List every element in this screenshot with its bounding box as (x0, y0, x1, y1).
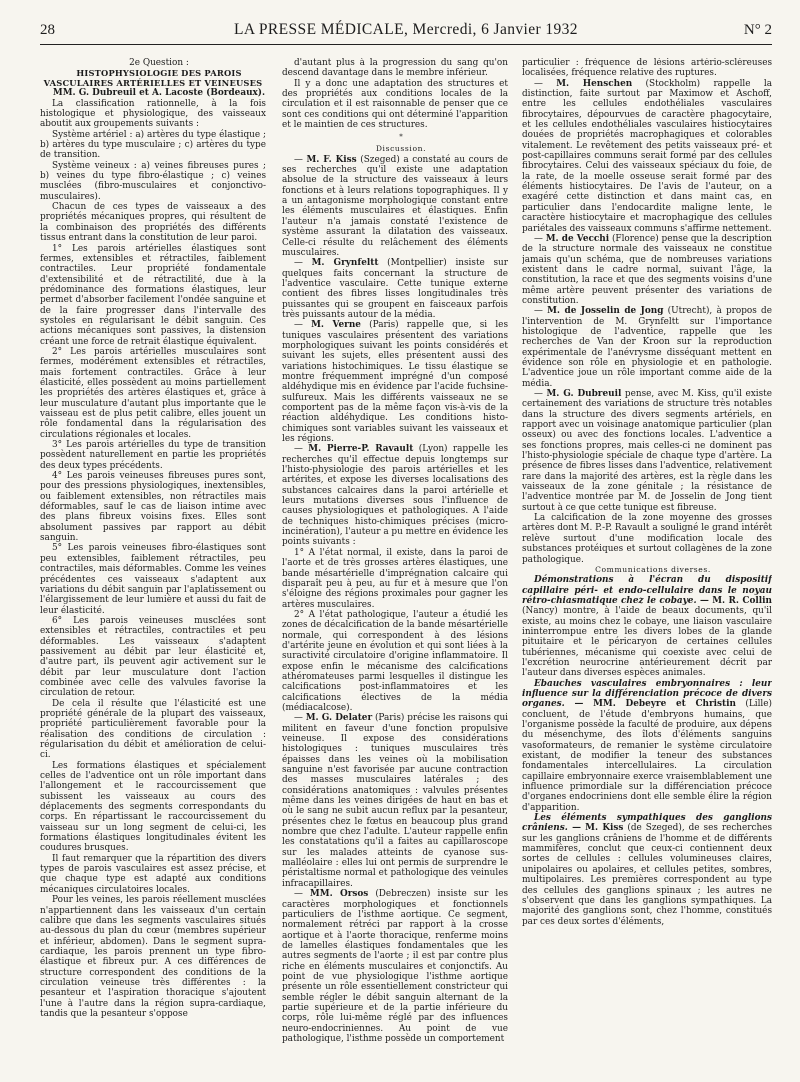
discussion-list (282, 155, 508, 1045)
page-number: 28 (40, 22, 55, 38)
paragraph: 4° Les parois veineuses fibreuses pures sont, pour des pressions physiologiques, inextensibles, ou faiblement extensibles, non rétractiles mais déformables, sauf le cas de liaison intime avec des plans fibreux voisins fixes. Elles sont absolument passives par rapport au débit sanguin. (40, 471, 266, 544)
paragraph: 3° Les parois artérielles du type de transition possèdent naturellement en partie les propriétés des deux types précédents. (40, 440, 266, 471)
communications-list (522, 575, 772, 927)
paragraph: Les formations élastiques et spécialement celles de l'adventice ont un rôle important dans l'allongement et le raccourcissement que subissent les vaisseaux au cours des déplacements des segments correspondants du corps. En répartissant le raccourcissement du vaisseau sur un long segment de celui-ci, les formations élastiques longitudinales évitent les coudures brusques. (40, 760, 266, 854)
paragraph: Chacun de ces types de vaisseaux a des propriétés mécaniques propres, qui résultent de la combinaison des propriétés des différents tissus entrant dans la constitution de leur paroi. (40, 202, 266, 244)
speaker-name: M. F. Kiss (306, 154, 357, 165)
paragraph: Système veineux : a) veines fibreuses pures ; b) veines du type fibro-élastique ; c) veines musclées (fibro-musculaires et conjonctivo-musculaires). (40, 160, 266, 202)
speaker-name: M. G. Dubreuil (546, 389, 622, 399)
communication-text: (Lille) concluent, de l'étude d'embryons humains, que l'organisme possède la faculté de produire, aux dépens du mésenchyme, des îlots d'éléments sanguins vasoformateurs, de remanier le système circulatoire existant, de modifier la teneur des substances fondamentales intercellulaires. La circulation capillaire embryonnaire exerce vraisemblablement une influence primordiale sur la différenciation précoce d'organes endocriniens dont elle semble élire la région d'apparition. (522, 699, 772, 813)
communication-author: — MM. Debeyre et Christin (564, 699, 736, 710)
issue-number: N° 2 (743, 22, 772, 38)
speaker-name: M. Henschen (556, 78, 633, 89)
discussion-item: — M. F. Kiss (Szeged) a constaté au cours de ses recherches qu'il existe une adaptation absolue de la structure des vaisseaux à leurs fonctions et à leurs relations topographiques. Il y a un antagonisme morphologique constant entre les éléments musculaires et élastiques. Enfin l'auteur n'a jamais constaté l'existence de système assurant la dilatation des vaisseaux. Celle-ci résulte du relâchement des éléments musculaires. (282, 154, 508, 258)
column-right (522, 58, 772, 1072)
paragraph: La classification rationnelle, à la fois histologique et physiologique, des vaisseaux aboutit aux groupements suivants : (40, 98, 266, 130)
communication-author: — M. R. Collin (696, 595, 772, 606)
discussion-item: — M. G. Delater (Paris) précise les raisons qui militent en faveur d'une fonction propulsive veineuse. Il expose des considérations histologiques : tuniques musculaires très épaisses dans les veines où la mobilisation sanguine n'est favorisée par aucune contraction des masses musculaires latérales ; des considérations anatomiques : valvules présentes même dans les veines dirigées de haut en bas et où le sang ne subit aucun reflux par la pesanteur, présentes chez le fœtus en beaucoup plus grand nombre que chez l'adulte. L'auteur rappelle enfin les constatations qu'il a faites au capillaroscope sur les malades atteints de cyanose sus-malléolaire : elles lui ont permis de surprendre le péristaltisme normal et pathologique des veinules infracapillaires. (282, 713, 508, 889)
communication-text: (de Szeged), de ses recherches sur les ganglions crâniens de l'homme et de différents mammifères, conclut que ceux-ci contiennent deux sortes de cellules : cellules volumineuses claires, unipolaires ou apolaires, et cellules petites, sombres, multipolaires. Les premières correspondent au type des cellules des ganglions spinaux ; les autres ne s'observent que dans les ganglions sympathiques. La majorité des ganglions sont, chez l'homme, constitués par ces deux sortes d'éléments, (522, 823, 772, 927)
paragraph: 2° Les parois artérielles musculaires sont fermes, modérément extensibles et rétractiles, mais fortement contractiles. Grâce à leur élasticité, elles possèdent au moins partiellement les propriétés des artères élastiques et, grâce à leur musculature d'autant plus importante que le vaisseau est de plus petit calibre, elles jouent un rôle fondamental dans la régularisation des circulations régionales et locales. (40, 346, 266, 440)
paragraph: d'autant plus à la progression du sang qu'on descend davantage dans le membre inférieur. (282, 58, 508, 79)
article-body (40, 99, 266, 1020)
paragraph: 6° Les parois veineuses musclées sont extensibles et rétractiles, contractiles et peu déformables. Les vaisseaux s'adaptent passivement au débit par leur élasticité et, d'autre part, ils peuvent agir activement sur le débit par leur musculature dont l'action combinée avec celle des valvules favorise la circulation de retour. (40, 615, 266, 699)
discussion-item (282, 610, 508, 713)
discussion-item (282, 548, 508, 610)
speaker-text: (Paris) rappelle que, si les tuniques vasculaires présentent des variations morphologiques suivant les points considérés et suivant les sujets, elles présentent aussi des variations histochimiques. Le tissu élastique se montre fréquemment imprégné d'un composé aldéhydique mis en évidence par l'acide fuchsine-sulfureux. Mais les différents vaisseaux ne se comportent pas de la même façon vis-à-vis de la réaction aldéhydique. Les conditions histo-chimiques sont variables suivant les vaisseaux et les régions. (282, 320, 508, 445)
speaker-text: 1° A l'état normal, il existe, dans la paroi de l'aorte et de très grosses artères élastiques, une bande mésartérielle d'imprégnation calcaire qui disparaît peu à peu, au fur et à mesure que l'on s'éloigne des régions proximales pour gagner les artères musculaires. (282, 547, 508, 610)
speaker-text: (Paris) précise les raisons qui militent en faveur d'une fonction propulsive veineuse. Il expose des considérations histologiques : tuniques musculaires très épaisses dans les veines où la mobilisation sanguine n'est favorisée par aucune contraction des masses musculaires latérales ; des considérations anatomiques : valvules présentes même dans les veines dirigées de haut en bas et où le sang ne subit aucun reflux par la pesanteur, présentes chez le fœtus en beaucoup plus grand nombre que chez l'adulte. L'auteur rappelle enfin les constatations qu'il a faites au capillaroscope sur les malades atteints de cyanose sus-malléolaire : elles lui ont permis de surprendre le péristaltisme normal et pathologique des veinules infracapillaires. (282, 713, 508, 889)
speaker-text: pense, avec M. Kiss, qu'il existe certainement des variations de structure très notables dans la structure des divers segments artériels, en rapport avec un voisinage anatomique particulier (plan osseux) ou avec des fonctions locales. L'adventice a ses fonctions propres, mais celles-ci ne dominent pas l'histo-physiologie spéciale de chaque type d'artère. La présence de fibres lisses dans l'adventice, relativement rare dans la majorité des artères, est la règle dans les vaisseaux de la zone génitale ; la résistance de l'adventice montrée par M. de Josselin de Jong tient surtout à ce que cette tunique est fibreuse. (522, 389, 772, 513)
discussion-item: — M. Henschen (Stockholm) rappelle la distinction, faite surtout par Maximow et Aschoff, entre les cellules endothéliales vasculaires fibrocytaires, dépourvues de caractère phagocytaire, et les cellules endothéliales vasculaires histiocytaires douées de propriétés macrophagiques et colorables vitalement. Le revêtement des petits vaisseaux pré- et post-capillaires communs serait formé par des cellules fibrocytaires. Celui des vaisseaux spéciaux du foie, de la rate, de la moelle osseuse serait formé par des éléments histiocytaires. De l'avis de l'auteur, on a exagéré cette distinction et dans maint cas, en particulier dans l'endocardite maligne lente, le caractère histiocytaire et macrophagique des cellules pariétales des vaisseaux communs s'affirme nettement. (522, 78, 772, 234)
speaker-text: (Debreczen) insiste sur les caractères morphologiques et fonctionnels particuliers de l'isthme aortique. Ce segment, normalement rétréci par rapport à la crosse aortique et à l'aorte thoracique, renferme moins de lamelles élastiques fondamentales que les autres segments de l'aorte ; il est par contre plus riche en éléments musculaires et conjonctifs. Au point de vue physiologique l'isthme aortique présente un rôle essentiellement constricteur qui semble régler le débit sanguin alternant de la partie supérieure et de la partie inférieure du corps, rôle lui-même réglé par des influences neuro-endocriniennes. Au point de vue pathologique, l'isthme possède un comportement (282, 889, 508, 1044)
speaker-text: (Szeged) a constaté au cours de ses recherches qu'il existe une adaptation absolue de la structure des vaisseaux à leurs fonctions et à leurs relations topographiques. Il y a un antagonisme morphologique constant entre les éléments musculaires et élastiques. Enfin l'auteur n'a jamais constaté l'existence de système assurant la dilatation des vaisseaux. Celle-ci résulte du relâchement des éléments musculaires. (282, 154, 508, 258)
paragraph: Système artériel : a) artères du type élastique ; b) artères du type musculaire ; c) artères du type de transition. (40, 129, 266, 161)
speaker-text: (Utrecht), à propos de l'intervention de M. Grynfeltt sur l'importance histologique de l'adventice, rappelle que les recherches de Van der Kroon sur la reproduction expérimentale de l'anévrysme disséquant mettent en évidence son rôle en physiologie et en pathologie. L'adventice joue un rôle important comme aide de la média. (522, 306, 772, 389)
communication-item (522, 575, 772, 678)
discussion-item: — M. Grynfeltt (Montpellier) insiste sur quelques faits concernant la structure de l'adventice vasculaire. Cette tunique externe contient des fibres lisses longitudinales très puissantes qui se groupent en faisceaux parfois très puissants autour de la média. (282, 258, 508, 320)
paragraph: De cela il résulte que l'élasticité est une propriété générale de la plupart des vaisseaux, propriété particulièrement favorable pour la réalisation des conditions de circulation : régularisation du débit et amélioration de celui-ci. (40, 698, 266, 761)
section-mark: * (399, 133, 403, 142)
column-middle (282, 58, 508, 1072)
speaker-name: M. G. Delater (305, 713, 373, 724)
paragraph: Il faut remarquer que la répartition des divers types de parois vasculaires est assez précise, et que chaque type est adapté aux conditions mécaniques circulatoires locales. (40, 853, 266, 895)
page-header (40, 20, 772, 45)
speaker-text: La calcification de la zone moyenne des grosses artères dont M. P.-P. Ravault a souligné le grand intérêt relève surtout d'une modification locale des substances protéiques et surtout collagènes de la zone pathologique. (522, 513, 772, 565)
paragraph: Pour les veines, les parois réellement musclées n'appartiennent dans les vaisseaux d'un certain calibre que dans les segments vasculaires situés au-dessous du plan du cœur (membres supérieur et inférieur, abdomen). Dans le segment supra-cardiaque, les parois prennent un type fibro-élastique et fibreux pur. A ces différences de structure correspondent des conditions de la circulation veineuse très différentes : la pesanteur et l'aspiration thoracique s'ajoutent l'une à l'autre dans la région supra-cardiaque, tandis que la pesanteur s'oppose (40, 895, 266, 1019)
paragraph: 1° Les parois artérielles élastiques sont fermes, extensibles et rétractiles, faiblement contractiles. Leur propriété fondamentale d'extensibilité et de rétractilité, due à la prédominance des formations élastiques, leur permet d'absorber facilement l'ondée sanguine et de la faire progresser dans l'intervalle des systoles en régularisant le débit sanguin. Ces actions mécaniques sont passives, la distension créant une force de retrait élastique équivalent. (40, 243, 266, 347)
discussion-list-continued (522, 79, 772, 565)
article-title: HISTOPHYSIOLOGIE DES PAROIS VASCULAIRES ARTÉRIELLES ET VEINEUSES (43, 68, 263, 89)
article-body-continued (282, 58, 508, 130)
discussion-item: — M. Pierre-P. Ravault (Lyon) rappelle les recherches qu'il effectue depuis longtemps sur l'histo-physiologie des parois artérielles et les artérites, et expose les diverses localisations des substances calcaires dans la paroi artérielle et leurs mutations diverses sous l'influence de causes physiologiques et pathologiques. A l'aide de techniques histo-chimiques précises (micro-incinération), l'auteur a pu mettre en évidence les points suivants : (282, 444, 508, 548)
speaker-text: (Stockholm) rappelle la distinction, faite surtout par Maximow et Aschoff, entre les cellules endothéliales vasculaires fibrocytaires, dépourvues de caractère phagocytaire, et les cellules endothéliales vasculaires histiocytaires douées de propriétés macrophagiques et colorables vitalement. Le revêtement des petits vaisseaux pré- et post-capillaires communs serait formé par des cellules fibrocytaires. Celui des vaisseaux spéciaux du foie, de la rate, de la moelle osseuse serait formé par des éléments histiocytaires. De l'avis de l'auteur, on a exagéré cette distinction et dans maint cas, en particulier dans l'endocardite maligne lente, le caractère histiocytaire et macrophagique des cellules pariétales des vaisseaux communs s'affirme nettement. (522, 78, 772, 234)
discussion-item: — M. G. Dubreuil pense, avec M. Kiss, qu'il existe certainement des variations de structure très notables dans la structure des divers segments artériels, en rapport avec un voisinage anatomique particulier (plan osseux) ou avec des fonctions locales. L'adventice a ses fonctions propres, mais celles-ci ne dominent pas l'histo-physiologie spéciale de chaque type d'artère. La présence de fibres lisses dans l'adventice, relativement rare dans la majorité des artères, est la règle dans les vaisseaux de la zone génitale ; la résistance de l'adventice montrée par M. de Josselin de Jong tient surtout à ce que cette tunique est fibreuse. (522, 389, 772, 513)
communication-title: Ebauches vasculaires embryonnaires : leur influence sur la différenciation précoce de divers organes. (522, 678, 772, 710)
speaker-text: (Lyon) rappelle les recherches qu'il effectue depuis longtemps sur l'histo-physiologie des parois artérielles et les artérites, et expose les diverses localisations des substances calcaires dans la paroi artérielle et leurs mutations diverses sous l'influence de causes physiologiques et pathologiques. A l'aide de techniques histo-chimiques précises (micro-incinération), l'auteur a pu mettre en évidence les points suivants : (282, 444, 508, 548)
discussion-item: — M. de Josselin de Jong (Utrecht), à propos de l'intervention de M. Grynfeltt sur l'importance histologique de l'adventice, rappelle que les recherches de Van der Kroon sur la reproduction expérimentale de l'anévrysme disséquant mettent en évidence son rôle en physiologie et en pathologie. L'adventice joue un rôle important comme aide de la média. (522, 306, 772, 389)
communication-title: Démonstrations à l'écran du dispositif capillaire péri- et endo-cellulaire dans le noyau rétro-chiasmatique chez le cobaye. (522, 575, 772, 606)
article-authors: MM. G. Dubreuil et A. Lacoste (Bordeaux). (52, 88, 266, 99)
discussion-item: — M. de Vecchi (Florence) pense que la description de la structure normale des vaisseaux ne constitue jamais qu'un schéma, que de nombreuses variations existent dans le cadre normal, suivant l'âge, la constitution, la race et que des segments voisins d'une même artère peuvent présenter des variations de constitution. (522, 233, 772, 306)
speaker-name: MM. Orsos (309, 889, 369, 900)
discussion-item: — MM. Orsos (Debreczen) insiste sur les caractères morphologiques et fonctionnels particuliers de l'isthme aortique. Ce segment, normalement rétréci par rapport à la crosse aortique et à l'aorte thoracique, renferme moins de lamelles élastiques fondamentales que les autres segments de l'aorte ; il est par contre plus riche en éléments musculaires et conjonctifs. Au point de vue physiologique l'isthme aortique présente un rôle essentiellement constricteur qui semble régler le débit sanguin alternant de la partie supérieure et de la partie inférieure du corps, rôle lui-même réglé par des influences neuro-endocriniennes. Au point de vue pathologique, l'isthme possède un comportement (282, 889, 508, 1044)
column-left (40, 58, 266, 1072)
speaker-name: M. Verne (311, 320, 361, 331)
communication-item (522, 679, 772, 813)
communication-item (522, 813, 772, 927)
discussion-item (522, 513, 772, 565)
paragraph: 5° Les parois veineuses fibro-élastiques sont peu extensibles, faiblement rétractiles, peu contractiles, mais déformables. Comme les veines précédentes ces vaisseaux s'adaptent aux variations du débit sanguin par l'aplatissement ou l'élargissement de leur lumière et aussi du fait de leur élasticité. (40, 543, 266, 616)
speaker-text: 2° A l'état pathologique, l'auteur a étudié les zones de décalcification de la bande mésartérielle normale, qui correspondent à des lésions d'artérite jeune en évolution et qui sont liées à la suractivité circulatoire d'origine inflammatoire. Il expose enfin le mécanisme des calcifications athéromateuses parmi lesquelles il distingue les calcifications post-inflammatoires et les calcifications électives de la média (médiacalcose). (282, 609, 508, 713)
speaker-name: M. Grynfeltt (311, 258, 379, 269)
question-label: 2e Question : (129, 58, 189, 68)
discussion-item: — M. Verne (Paris) rappelle que, si les tuniques vasculaires présentent des variations morphologiques suivant les points considérés et suivant les sujets, elles présentent aussi des variations histochimiques. Le tissu élastique se montre fréquemment imprégné d'un composé aldéhydique mis en évidence par l'acide fuchsine-sulfureux. Mais les différents vaisseaux ne se comportent pas de la même façon vis-à-vis de la réaction aldéhydique. Les conditions histo-chimiques sont variables suivant les vaisseaux et les régions. (282, 320, 508, 445)
continued-paragraph: particulier : fréquence de lésions artério-scléreuses localisées, fréquence relative des ruptures. (522, 58, 772, 79)
speaker-name: M. de Vecchi (545, 233, 610, 244)
speaker-name: M. Pierre-P. Ravault (308, 444, 414, 455)
speaker-text: (Florence) pense que la description de la structure normale des vaisseaux ne constitue jamais qu'un schéma, que de nombreuses variations existent dans le cadre normal, suivant l'âge, la constitution, la race et que des segments voisins d'une même artère peuvent présenter des variations de constitution. (522, 233, 772, 306)
discussion-heading: Discussion. (375, 144, 427, 154)
communication-title: Les éléments sympathiques des ganglions crâniens. (522, 813, 772, 834)
journal-title: LA PRESSE MÉDICALE, Mercredi, 6 Janvier 1932 (234, 21, 578, 38)
communications-heading: Communications diverses. (595, 564, 711, 574)
paragraph: Il y a donc une adaptation des structures et des propriétés aux conditions locales de la circulation et il est raisonnable de penser que ce sont ces conditions qui ont déterminé l'apparition et le maintien de ces structures. (282, 78, 508, 131)
communication-text: (Nancy) montre, à l'aide de beaux documents, qu'il existe, au moins chez le cobaye, une liaison vasculaire ininterrompue entre les divers lobes de la glande pituitaire et le péricaryon de certaines cellules tubériennes, mécanisme qui coexiste avec celui de l'excrétion neurocrine antérieurement décrit par l'auteur dans diverses espèces animales. (522, 606, 772, 679)
communication-author: — M. Kiss (567, 823, 624, 834)
speaker-name: M. de Josselin de Jong (547, 306, 664, 317)
speaker-text: (Montpellier) insiste sur quelques faits concernant la structure de l'adventice vasculaire. Cette tunique externe contient des fibres lisses longitudinales très puissantes qui se groupent en faisceaux parfois très puissants autour de la média. (282, 258, 508, 320)
